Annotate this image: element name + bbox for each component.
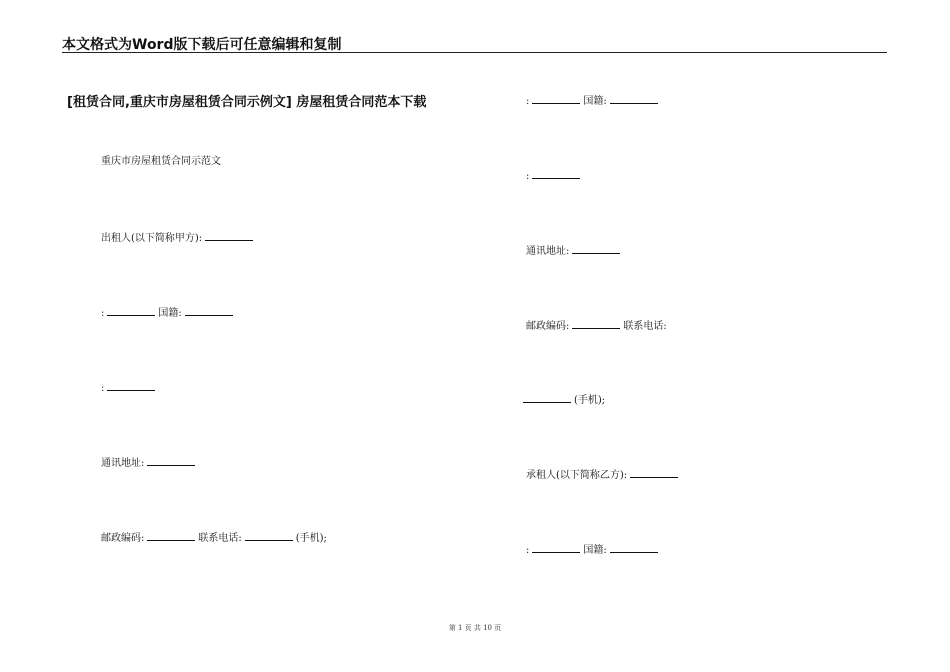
nationality-blank[interactable] [610, 94, 658, 104]
postal-label: 邮政编码: [101, 533, 145, 544]
phone-blank[interactable] [245, 531, 293, 541]
lessor-label: 出租人(以下简称甲方): [101, 233, 203, 244]
mobile-suffix: (手机); [295, 533, 327, 544]
address-blank[interactable] [572, 244, 620, 254]
phone-blank[interactable] [523, 393, 571, 403]
lessee-line [526, 468, 681, 482]
address-blank[interactable] [147, 456, 195, 466]
fill-blank[interactable] [107, 381, 155, 391]
nationality-line-right-2 [526, 543, 661, 557]
mobile-line-right [523, 393, 605, 407]
colon-prefix: : [101, 383, 105, 394]
id-line-left [101, 381, 158, 395]
colon-prefix: : [526, 96, 530, 107]
nationality-label: 国籍: [158, 308, 182, 319]
page-number: 第 1 页 共 10 页 [448, 624, 502, 632]
postal-line-right [526, 319, 667, 333]
nationality-blank[interactable] [610, 543, 658, 553]
phone-label: 联系电话: [623, 321, 667, 332]
nationality-line-left [101, 306, 236, 320]
fill-blank[interactable] [532, 169, 580, 179]
address-label: 通讯地址: [101, 458, 145, 469]
postal-blank[interactable] [147, 531, 195, 541]
postal-label: 邮政编码: [526, 321, 570, 332]
document-header-title: 本文格式为Word版下载后可任意编辑和复制 [62, 37, 342, 53]
lessor-blank[interactable] [205, 231, 253, 241]
fill-blank[interactable] [532, 94, 580, 104]
mobile-suffix: (手机); [574, 395, 606, 406]
postal-line-left [101, 531, 327, 545]
nationality-label: 国籍: [583, 545, 607, 556]
fill-blank[interactable] [107, 306, 155, 316]
nationality-label: 国籍: [583, 96, 607, 107]
nationality-line-right [526, 94, 661, 108]
header-divider [62, 52, 887, 53]
lessee-blank[interactable] [630, 468, 678, 478]
lessor-line [101, 231, 256, 245]
postal-blank[interactable] [572, 319, 620, 329]
contract-heading [101, 156, 221, 168]
id-line-right [526, 169, 583, 183]
address-line-right [526, 244, 623, 258]
lessee-label: 承租人(以下简称乙方): [526, 470, 628, 481]
address-label: 通讯地址: [526, 246, 570, 257]
address-line-left [101, 456, 198, 470]
fill-blank[interactable] [532, 543, 580, 553]
phone-label: 联系电话: [198, 533, 242, 544]
document-title: [租赁合同,重庆市房屋租赁合同示例文] 房屋租赁合同范本下载 [67, 95, 427, 110]
colon-prefix: : [526, 171, 530, 182]
colon-prefix: : [101, 308, 105, 319]
colon-prefix: : [526, 545, 530, 556]
contract-heading-text: 重庆市房屋租赁合同示范文 [101, 156, 221, 167]
nationality-blank[interactable] [185, 306, 233, 316]
